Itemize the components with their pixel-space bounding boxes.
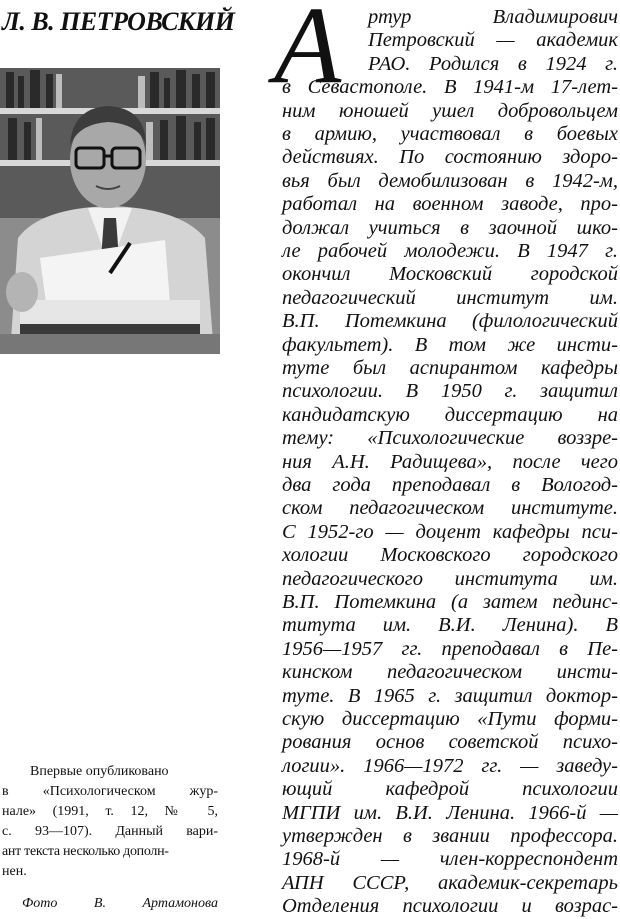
biography-line: АПН СССР, академик-секретарь xyxy=(282,871,618,894)
biography-line: хологии Московского городского xyxy=(282,544,618,567)
biography-line: В.П. Потемкина (филологический xyxy=(282,310,618,333)
biography-line: в армию, участвовал в боевых xyxy=(282,123,618,145)
photo-credit-word: В. xyxy=(93,896,106,911)
biography-line: С 1952-го — доцент кафедры пси- xyxy=(282,520,618,543)
biography-line: кинском педагогическом инсти- xyxy=(282,661,618,684)
biography-line: окончил Московский городской xyxy=(282,263,618,286)
biography-line: 1968-й — член-корреспондент xyxy=(282,848,618,871)
publication-note xyxy=(2,762,218,882)
publication-note-line: в «Психологическом жур- xyxy=(2,784,218,799)
photo-credit-word: Фото xyxy=(22,896,58,911)
biography-line: два года преподавал в Вологод- xyxy=(282,474,618,496)
publication-note-line: с. 93—107). Данный вари- xyxy=(2,824,218,839)
photo-credit-word: Артамонова xyxy=(142,896,218,911)
author-photo-image xyxy=(0,68,220,354)
biography-line: вья был демобилизован в 1942-м, xyxy=(282,169,618,192)
biography-line: ним юношей ушел добровольцем xyxy=(282,99,618,122)
biography-line: титута им. В.И. Ленина). В xyxy=(282,614,618,637)
biography-line: логии». 1966—1972 гг. — заведу- xyxy=(282,754,618,777)
biography-line: РАО. Родился в 1924 г. xyxy=(368,52,618,75)
author-photo xyxy=(0,68,220,354)
biography-line: МГПИ им. В.И. Ленина. 1966-й — xyxy=(282,801,618,824)
biography-line: ле рабочей молодежи. В 1947 г. xyxy=(282,240,618,262)
biography-line: туте был аспирантом кафедры xyxy=(282,357,618,379)
publication-note-line: нен. xyxy=(2,864,27,879)
biography-line: 1956—1957 гг. преподавал в Пе- xyxy=(282,637,618,660)
biography-line: туте. В 1965 г. защитил доктор- xyxy=(282,684,618,707)
biography-line: педагогический институт им. xyxy=(282,286,618,309)
biography-line: ния А.Н. Радищева», после чего xyxy=(282,450,618,473)
biography-line: рования основ советской психо- xyxy=(282,731,618,754)
publication-note-line: Впервые опубликовано xyxy=(30,764,169,779)
biography-line: действиях. По состоянию здоро- xyxy=(282,146,618,169)
biography-line: должал учиться в заочной шко- xyxy=(282,216,618,239)
biography-line: педагогического института им. xyxy=(282,567,618,590)
publication-note-line: нале» (1991, т. 12, № 5, xyxy=(2,804,218,819)
biography-line: Петровский — академик xyxy=(368,29,618,52)
biography-line: утвержден в звании профессора. xyxy=(282,825,618,847)
photo-credit xyxy=(22,894,218,914)
biography-line: скую диссертацию «Пути форми- xyxy=(282,708,618,730)
biography-line: психологии. В 1950 г. защитил xyxy=(282,380,618,403)
biography-column xyxy=(272,0,620,919)
biography-line: В.П. Потемкина (а затем пединс- xyxy=(282,591,618,613)
biography-line: кандидатскую диссертацию на xyxy=(282,403,618,426)
biography-line: Отделения психологии и возрас- xyxy=(282,895,618,918)
biography-line: ртур Владимирович xyxy=(368,6,618,28)
drop-cap: А xyxy=(274,0,342,106)
publication-note-line: ант текста несколько дополн- xyxy=(2,844,169,859)
biography-line: работал на военном заводе, про- xyxy=(282,193,618,216)
biography-line: тему: «Психологические воззре- xyxy=(282,427,618,450)
biography-line: факультет). В том же инсти- xyxy=(282,333,618,356)
author-heading: Л. В. ПЕТРОВСКИЙ xyxy=(2,7,235,36)
biography-line: в Севастополе. В 1941-м 17-лет- xyxy=(282,76,618,99)
biography-line: ющий кафедрой психологии xyxy=(282,778,618,801)
biography-line: ском педагогическом институте. xyxy=(282,497,618,520)
